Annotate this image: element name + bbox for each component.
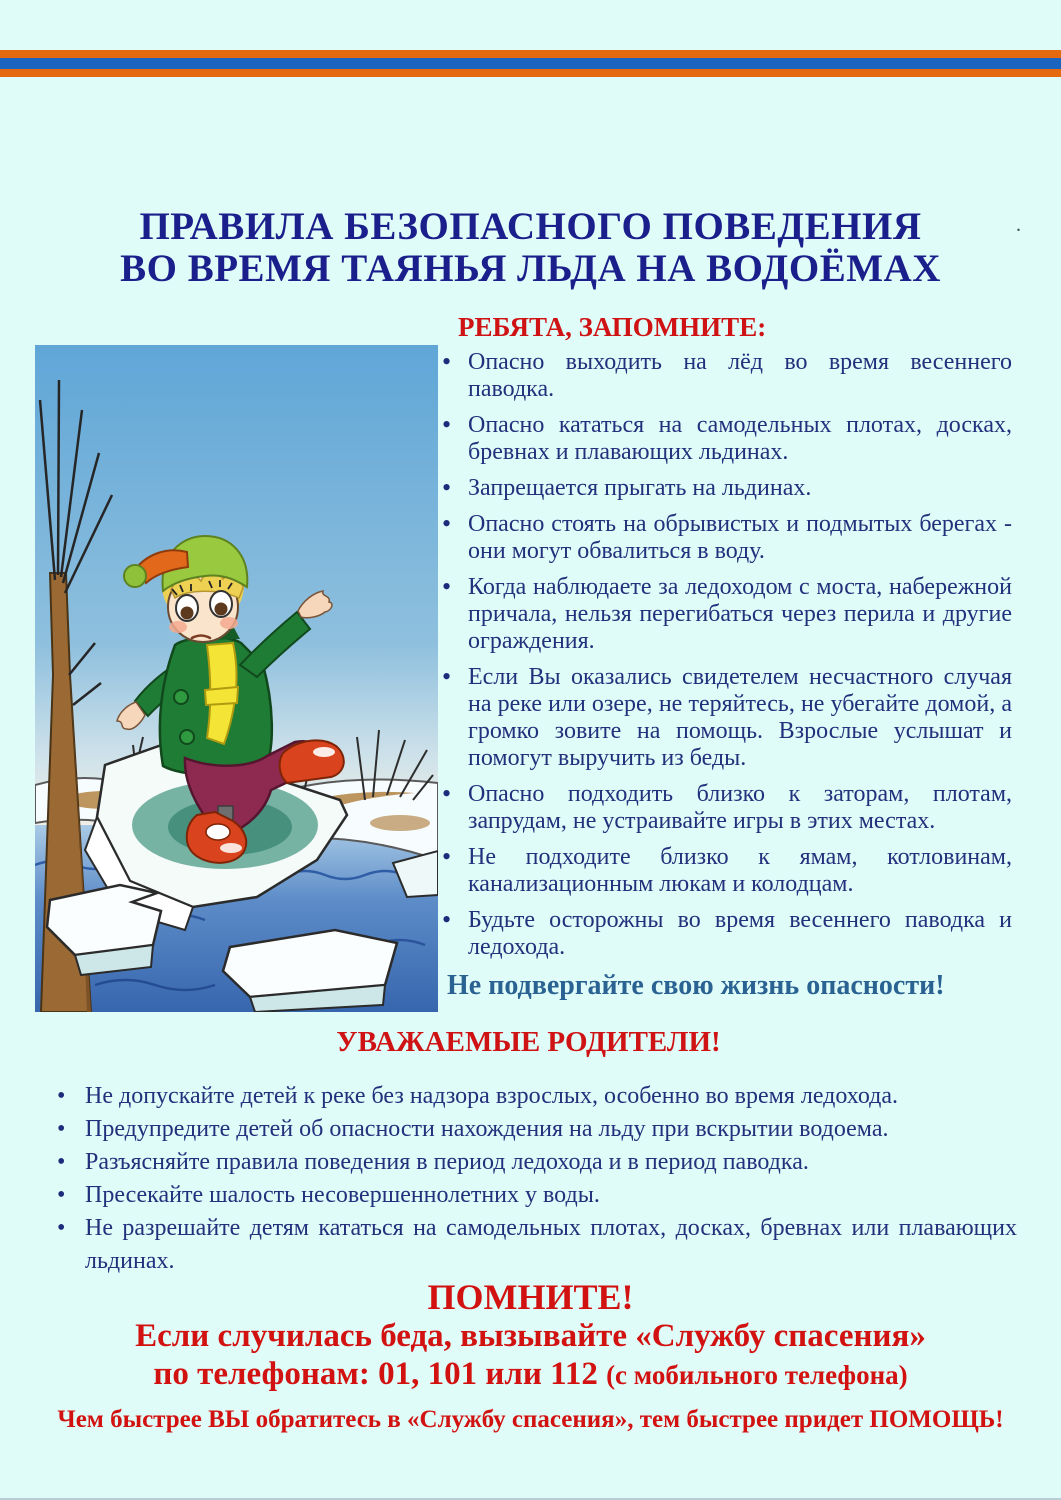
remember-heading: ПОМНИТЕ! xyxy=(427,1277,634,1317)
stray-dot: . xyxy=(1016,214,1021,236)
parents-heading: УВАЖАЕМЫЕ РОДИТЕЛИ! xyxy=(336,1026,721,1058)
parents-section xyxy=(40,1026,1017,1278)
page-title-line1: ПРАВИЛА БЕЗОПАСНОГО ПОВЕДЕНИЯ xyxy=(139,205,922,248)
emergency-phones-line xyxy=(0,1356,1061,1393)
list-item: • Будьте осторожны во время весеннего паводка и ледохода. xyxy=(468,907,1012,961)
list-item: • Предупредите детей об опасности нахождения на льду при вскрытии водоема. xyxy=(85,1113,1017,1146)
list-item: • Если Вы оказались свидетелем несчастного случая на реке или озере, не теряйтесь, не убегайте домой, а громко зовите на помощь. Взрослые услышат и помогут выручить из беды. xyxy=(468,664,1012,772)
list-item: • Не допускайте детей к реке без надзора взрослых, особенно во время ледохода. xyxy=(85,1080,1017,1113)
kids-section xyxy=(435,312,1012,1002)
page-title xyxy=(0,206,1061,290)
list-item: • Запрещается прыгать на льдинах. xyxy=(468,475,1012,502)
ice-floe-illustration xyxy=(35,345,438,1012)
phones-note: (с мобильного телефона) xyxy=(606,1360,908,1390)
list-item: • Опасно кататься на самодельных плотах, досках, бревнах и плавающих льдинах. xyxy=(468,412,1012,466)
kids-closing-line: Не подвергайте свою жизнь опасности! xyxy=(447,970,945,1001)
kids-rules-list xyxy=(435,349,1012,961)
bottom-slogan: Чем быстрее ВЫ обратитесь в «Службу спасения», тем быстрее придет ПОМОЩЬ! xyxy=(57,1406,1004,1433)
list-item: • Пресекайте шалость несовершеннолетних у воды. xyxy=(85,1179,1017,1212)
list-item: • Опасно подходить близко к заторам, плотам, запрудам, не устраивайте игры в этих местах. xyxy=(468,781,1012,835)
list-item: • Опасно стоять на обрывистых и подмытых берегах - они могут обвалиться в воду. xyxy=(468,511,1012,565)
parents-rules-list xyxy=(40,1080,1017,1278)
list-item: • Когда наблюдаете за ледоходом с моста, набережной причала, нельзя перегибаться через перила и другие ограждения. xyxy=(468,574,1012,655)
list-item: • Разъясняйте правила поведения в период ледохода и в период паводка. xyxy=(85,1146,1017,1179)
page-title-line2: ВО ВРЕМЯ ТАЯНЬЯ ЛЬДА НА ВОДОЁМАХ xyxy=(120,247,941,290)
emergency-call-line: Если случилась беда, вызывайте «Службу спасения» xyxy=(135,1318,926,1354)
list-item: • Не подходите близко к ямам, котловинам, канализационным люкам и колодцам. xyxy=(468,844,1012,898)
top-stripe-orange xyxy=(0,50,1061,77)
phones-main: по телефонам: 01, 101 или 112 xyxy=(153,1356,607,1392)
kids-heading: РЕБЯТА, ЗАПОМНИТЕ: xyxy=(458,312,767,342)
list-item: • Не разрешайте детям кататься на самодельных плотах, досках, бревнах или плавающих льдинах. xyxy=(85,1212,1017,1278)
list-item: • Опасно выходить на лёд во время весеннего паводка. xyxy=(468,349,1012,403)
top-stripe-blue xyxy=(0,58,1061,69)
